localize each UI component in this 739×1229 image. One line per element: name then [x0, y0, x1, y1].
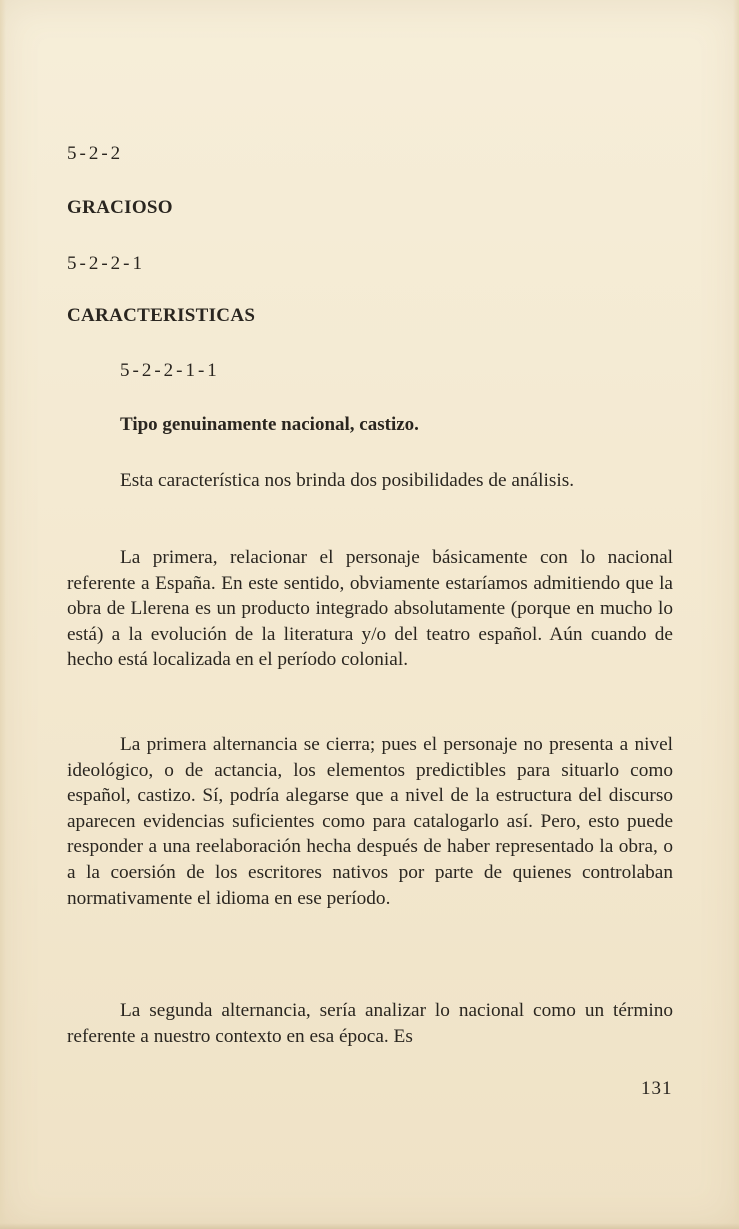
section-number: 5-2-2	[67, 143, 124, 164]
paragraph: La segunda alternancia, sería analizar lo nacional como un término referente a nuestro contexto en esa época. Es	[67, 1000, 673, 1047]
subsubsection-heading: Tipo genuinamente nacional, castizo.	[120, 414, 419, 435]
page-edge-right	[733, 0, 739, 1229]
page-edge-left	[0, 0, 6, 1229]
paragraph: La primera alternancia se cierra; pues el personaje no presenta a nivel ideológico, o de actancia, los elementos predictibles para situarlo como español, castizo. Sí, podría alegarse que a nivel de la estructura del discurso aparecen evidencias suficientes como para catalogarlo así. Pero, esto puede responder a una reelaboración hecha después de haber representado la obra, o a la coersión de los escritores nativos por parte de quienes controlaban normativamente el idioma en ese período.	[67, 734, 673, 909]
subsubsection-number: 5-2-2-1-1	[120, 360, 220, 381]
subsection-heading: CARACTERISTICAS	[67, 305, 256, 326]
paragraph: La primera, relacionar el personaje básicamente con lo nacional referente a España. En este sentido, obviamente estaríamos admitiendo que la obra de Llerena es un producto integrado absolutamente (porque en mucho lo está) a la evolución de la literatura y/o del teatro español. Aún cuando de hecho está localizada en el período colonial.	[67, 547, 673, 671]
page-number: 131	[641, 1078, 673, 1099]
section-heading: GRACIOSO	[67, 197, 173, 218]
subsection-number: 5-2-2-1	[67, 253, 145, 274]
page-edge-bottom	[0, 1223, 739, 1229]
paragraph: Esta característica nos brinda dos posibilidades de análisis.	[120, 470, 575, 491]
